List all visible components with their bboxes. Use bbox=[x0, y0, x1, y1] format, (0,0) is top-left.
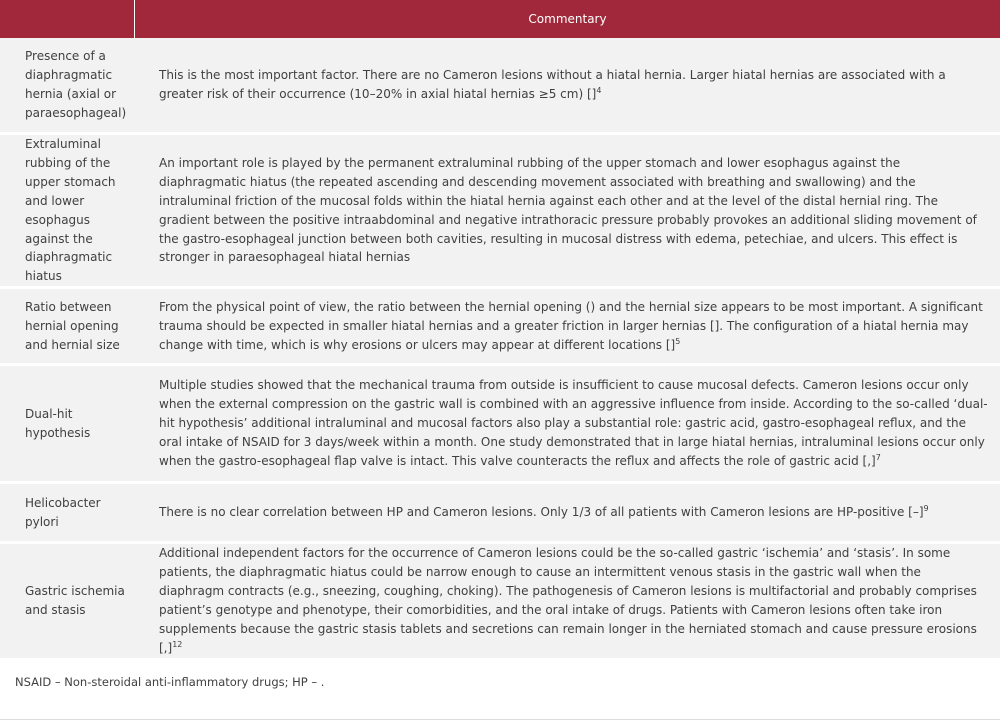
factor-cell: Presence of a diaphragmatic hernia (axial or paraesophageal) bbox=[0, 38, 135, 135]
reference-number: 5 bbox=[675, 336, 681, 346]
table-header-row bbox=[0, 0, 1000, 38]
commentary-cell bbox=[135, 484, 1000, 544]
table-footnote: NSAID – Non-steroidal anti-inflammatory drugs; HP – . bbox=[15, 674, 325, 689]
table-row bbox=[0, 289, 1000, 366]
factor-cell: Gastric ischemia and stasis bbox=[0, 544, 135, 660]
commentary-cell bbox=[135, 38, 1000, 135]
commentary-text: Additional independent factors for the occurrence of Cameron lesions could be the so-called gastric ‘ischemia’ and ‘stasis’. In some patients, the diaphragmatic hiatus could be narrow enough to cause an intermittent venous stasis in the gastric wall when the diaphragm contracts (e.g., sneezing, coughing, choking). The pathogenesis of Cameron lesions is multifactorial and probably comprises patient’s genotype and phenotype, their comorbidities, and the oral intake of drugs. Patients with Cameron lesions often take iron supplements because the gastric stasis tablets and secretions can remain longer in the herniated stomach and cause pressure erosions [,] bbox=[159, 546, 977, 655]
commentary-cell bbox=[135, 366, 1000, 484]
commentary-text: This is the most important factor. There are no Cameron lesions without a hiatal hernia. Larger hiatal hernias are associated with a greater risk of their occurrence (10–20% in axial hiatal hernias ≥5 cm) [] bbox=[159, 68, 946, 101]
commentary-cell bbox=[135, 135, 1000, 289]
reference-number: 12 bbox=[172, 639, 183, 649]
factor-cell: Ratio between hernial opening and hernial size bbox=[0, 289, 135, 366]
header-factor-cell bbox=[0, 0, 135, 38]
reference-number: 7 bbox=[875, 453, 881, 463]
factor-cell: Dual-hit hypothesis bbox=[0, 366, 135, 484]
reference-number: 9 bbox=[923, 504, 929, 514]
table-row bbox=[0, 366, 1000, 484]
table-row bbox=[0, 544, 1000, 660]
commentary-cell bbox=[135, 289, 1000, 366]
table-row bbox=[0, 484, 1000, 544]
table-row bbox=[0, 135, 1000, 289]
commentary-text: An important role is played by the permanent extraluminal rubbing of the upper stomach and lower esophagus against the diaphragmatic hiatus (the repeated ascending and descending movement associated with breathing and swallowing) and the intraluminal friction of the mucosal folds within the hiatal hernia against each other and at the level of the distal hernial ring. The gradient between the positive intraabdominal and negative intrathoracic pressure probably provokes an additional sliding movement of the gastro-esophageal junction between both cavities, resulting in mucosal distress with edema, petechiae, and ulcers. This effect is stronger in paraesophageal hiatal hernias bbox=[159, 155, 977, 265]
reference-number: 4 bbox=[596, 86, 602, 95]
commentary-text: From the physical point of view, the ratio between the hernial opening () and the hernial size appears to be most important. A significant trauma should be expected in smaller hiatal hernias and a greater friction in larger hernias []. The configuration of a hiatal hernia may change with time, which is why erosions or ulcers may appear at different locations [] bbox=[159, 299, 983, 352]
factor-cell: Helicobacter pylori bbox=[0, 484, 135, 544]
commentary-text: There is no clear correlation between HP and Cameron lesions. Only 1/3 of all patients with Cameron lesions are HP-positive [–] bbox=[159, 505, 924, 520]
commentary-cell bbox=[135, 544, 1000, 660]
factor-cell: Extraluminal rubbing of the upper stomach and lower esophagus against the diaphragmatic hiatus bbox=[0, 135, 135, 289]
bottom-divider bbox=[0, 719, 1000, 720]
commentary-text: Multiple studies showed that the mechanical trauma from outside is insufficient to cause mucosal defects. Cameron lesions occur only when the external compression on the gastric wall is combined with an aggressive influence from inside. According to the so-called ‘dual-hit hypothesis’ additional intraluminal and mucosal factors also play a substantial role: gastric acid, gastro-esophageal reflux, and the oral intake of NSAID for 3 days/week within a month. One study demonstrated that in large hiatal hernias, intraluminal lesions occur only when the gastro-esophageal flap valve is intact. This valve counteracts the reflux and affects the role of gastric acid [,] bbox=[159, 378, 988, 469]
header-commentary-cell: Commentary bbox=[135, 0, 1000, 38]
table-row bbox=[0, 38, 1000, 135]
